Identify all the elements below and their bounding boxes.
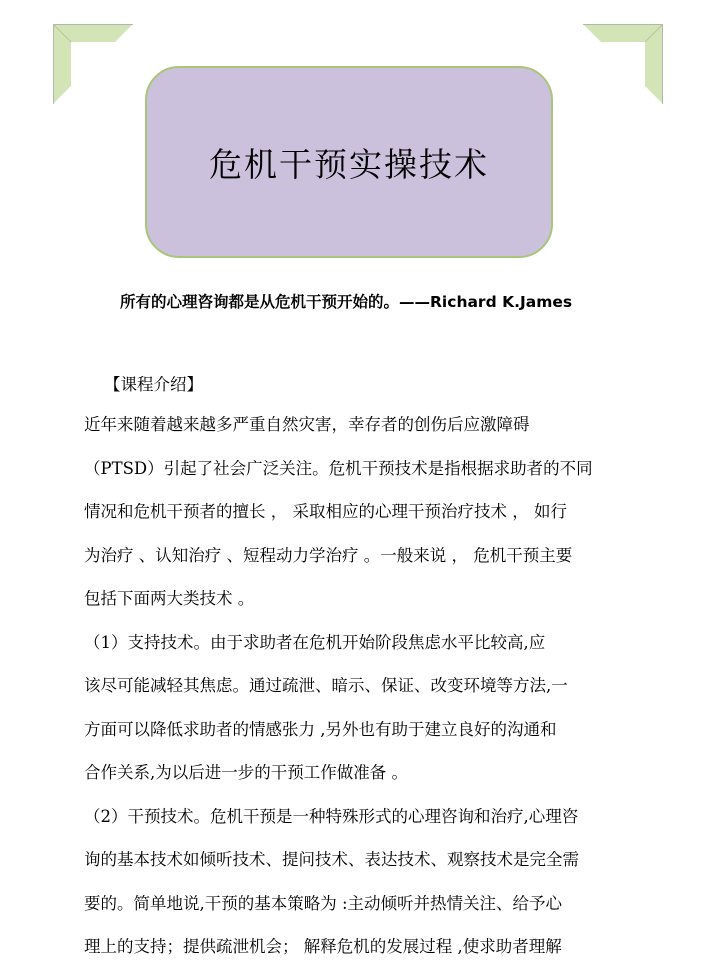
body-text (84, 410, 639, 976)
corner-ornament-left-icon (53, 24, 133, 104)
epigraph-quote: 所有的心理咨询都是从危机干预开始的。——Richard K.James (120, 293, 573, 311)
text-line: 该尽可能减轻其焦虑。通过疏泄、暗示、保证、改变环境等方法,一 (84, 676, 568, 695)
text-line: （2）干预技术。危机干预是一种特殊形式的心理咨询和治疗,心理咨 (84, 806, 579, 826)
text-line: 近年来随着越来越多严重自然灾害，幸存者的创伤后应激障碍 (84, 415, 530, 434)
text-line: 情况和危机干预者的擅长 ， 采取相应的心理干预治疗技术 ， 如行 (84, 502, 567, 521)
text-line: 要的。简单地说,干预的基本策略为 :主动倾听并热情关注、给予心 (84, 893, 563, 913)
text-line: 合作关系,为以后进一步的干预工作做准备 。 (84, 763, 408, 782)
section-heading: 【课程介绍】 (104, 375, 203, 394)
text-line: 理上的支持；提供疏泄机会； 解释危机的发展过程 ,使求助者理解 (84, 937, 562, 956)
corner-ornament-right-icon (583, 24, 663, 104)
text-line: 为治疗 、认知治疗 、短程动力学治疗 。一般来说 ， 危机干预主要 (84, 545, 573, 565)
text-line: 包括下面两大类技术 。 (84, 589, 255, 608)
page-title: 危机干预实操技术 (209, 144, 489, 184)
text-line: （PTSD）引起了社会广泛关注。危机干预技术是指根据求助者的不同 (84, 458, 593, 478)
text-line: （1）支持技术。由于求助者在危机开始阶段焦虑水平比较高,应 (84, 632, 546, 652)
text-line: 方面可以降低求助者的情感张力 ,另外也有助于建立良好的沟通和 (84, 719, 557, 739)
text-line: 询的基本技术如倾听技术、提问技术、表达技术、观察技术是完全需 (84, 850, 579, 869)
title-box (145, 66, 553, 258)
